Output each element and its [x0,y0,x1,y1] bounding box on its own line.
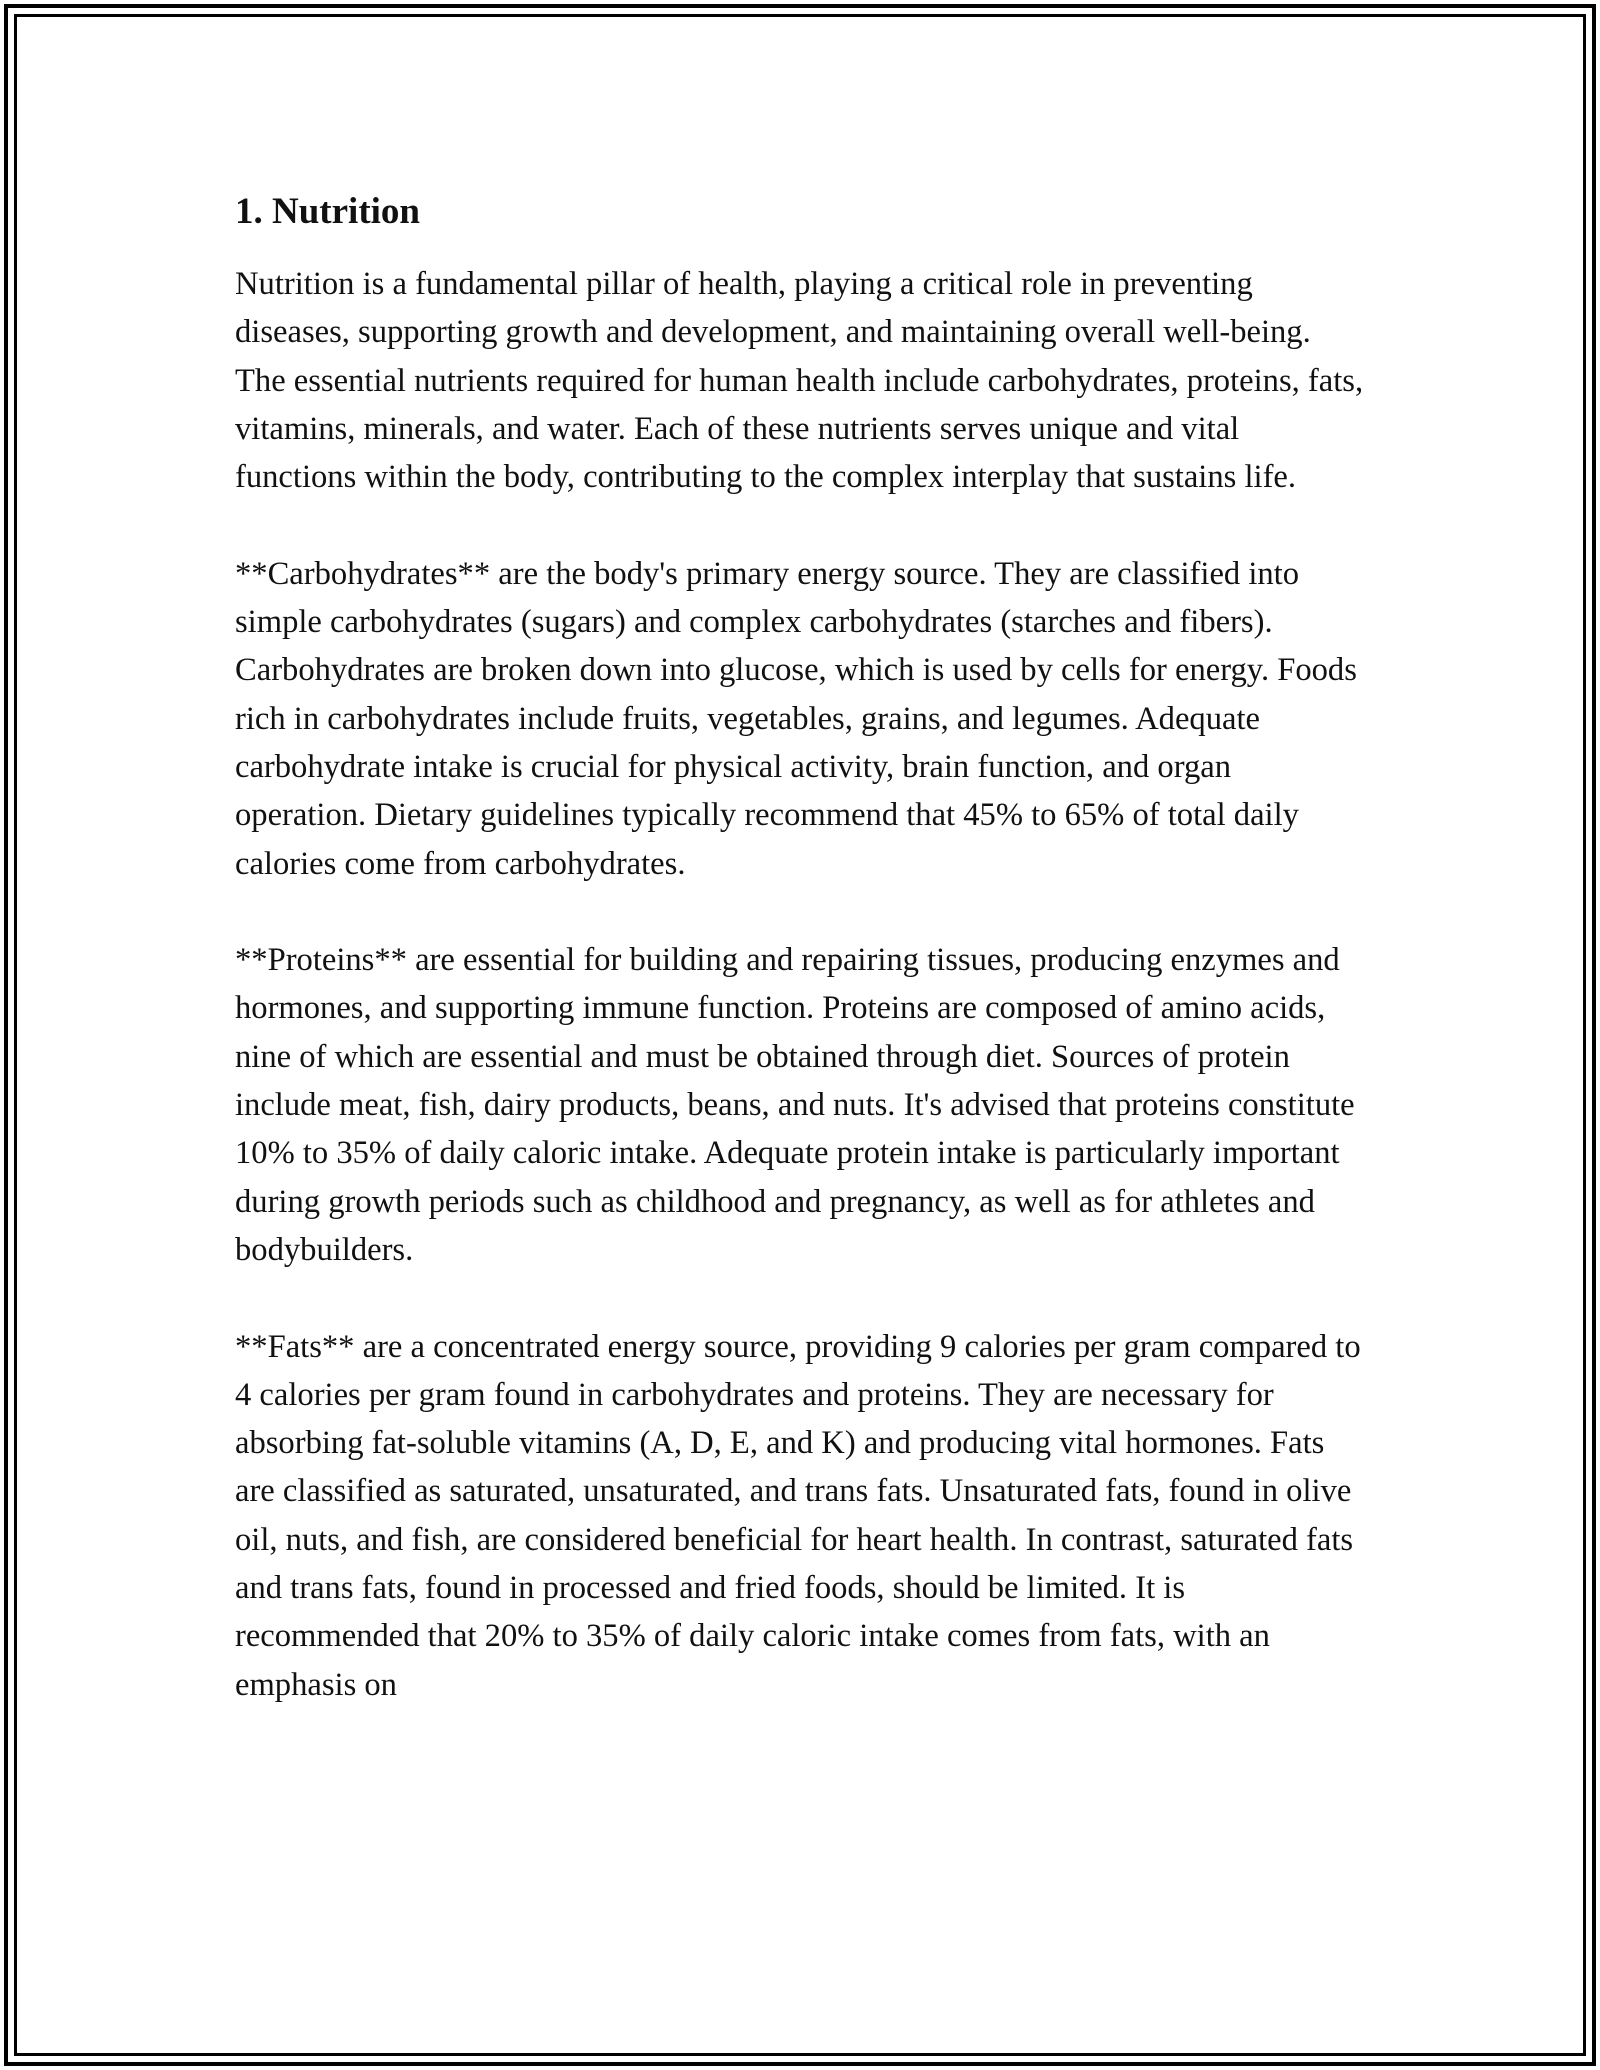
section-heading: 1. Nutrition [235,191,420,232]
paragraph-fats: **Fats** are a concentrated energy source, providing 9 calories per gram compared to 4 calories per gram found in carbohydrates and proteins. They are necessary for absorbing fat-soluble vitamins (A, D, E, and K) and producing vital hormones. Fats are classified as saturated, unsaturated, and trans fats. Unsaturated fats, found in olive oil, nuts, and fish, are considered beneficial for heart health. In contrast, saturated fats and trans fats, found in processed and fried foods, should be limited. It is recommended that 20% to 35% of daily caloric intake comes from fats, with an emphasis on [235,1328,1361,1703]
paragraph-intro: Nutrition is a fundamental pillar of health, playing a critical role in preventing diseases, supporting growth and development, and maintaining overall well-being. The essential nutrients required for human health include carbohydrates, proteins, fats, vitamins, minerals, and water. Each of these nutrients serves unique and vital functions within the body, contributing to the complex interplay that sustains life. [235,266,1364,496]
paragraph-proteins: **Proteins** are essential for building and repairing tissues, producing enzymes and hormones, and supporting immune function. Proteins are composed of amino acids, nine of which are essential and must be obtained through diet. Sources of protein include meat, fish, dairy products, beans, and nuts. It's advised that proteins constitute 10% to 35% of daily caloric intake. Adequate protein intake is particularly important during growth periods such as childhood and pregnancy, as well as for athletes and bodybuilders. [235,942,1355,1268]
paragraph-carbohydrates: **Carbohydrates** are the body's primary energy source. They are classified into simple carbohydrates (sugars) and complex carbohydrates (starches and fibers). Carbohydrates are broken down into glucose, which is used by cells for energy. Foods rich in carbohydrates include fruits, vegetables, grains, and legumes. Adequate carbohydrate intake is crucial for physical activity, brain function, and organ operation. Dietary guidelines typically recommend that 45% to 65% of total daily calories come from carbohydrates. [235,555,1357,882]
document-body [235,188,1365,1757]
